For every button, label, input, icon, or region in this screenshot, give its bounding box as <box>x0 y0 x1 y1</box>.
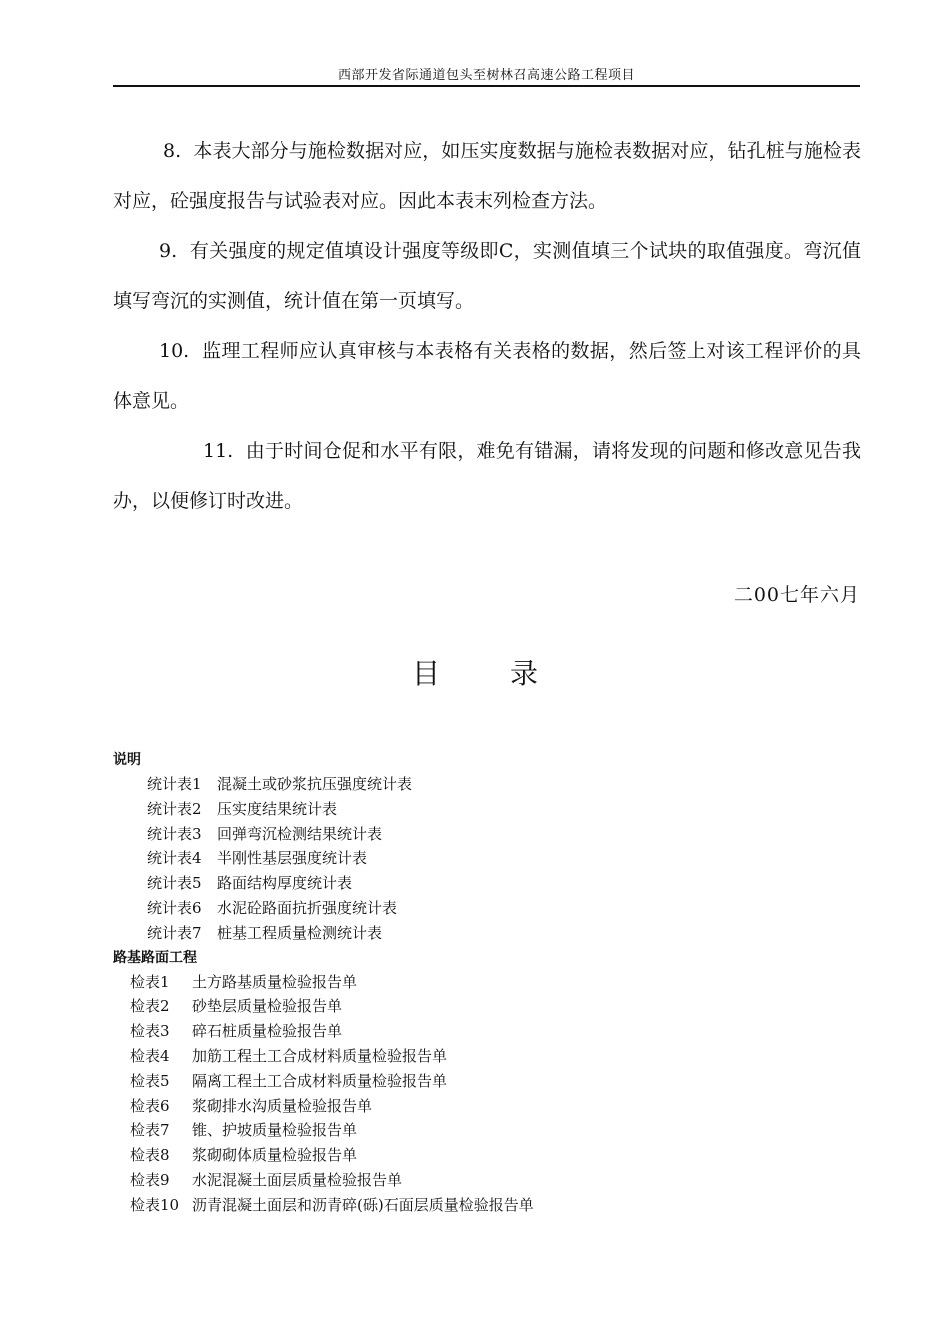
toc-entry-code: 统计表5 <box>147 874 202 893</box>
toc-entry-title: 水泥混凝土面层质量检验报告单 <box>192 1170 403 1189</box>
toc-entry-title: 回弹弯沉检测结果统计表 <box>217 824 383 843</box>
toc-entry-title: 砂垫层质量检验报告单 <box>192 997 343 1016</box>
toc-entry-code: 统计表4 <box>147 849 202 868</box>
toc-entry[interactable] <box>113 1193 873 1218</box>
toc-entry-title: 锥、护坡质量检验报告单 <box>192 1121 358 1140</box>
toc-title <box>0 652 950 692</box>
note-number: 11. <box>203 440 234 462</box>
toc-entry[interactable] <box>113 1094 873 1119</box>
toc-entry-title: 浆砌排水沟质量检验报告单 <box>192 1096 373 1115</box>
toc-section-heading: 路基路面工程 <box>113 949 197 966</box>
toc-entry-code: 检表7 <box>130 1121 170 1140</box>
table-of-contents <box>113 748 873 1218</box>
toc-title-char: 录 <box>510 657 539 690</box>
toc-entry-code: 统计表3 <box>147 824 202 843</box>
toc-entry-code: 检表8 <box>130 1146 170 1165</box>
toc-entry-title: 加筋工程土工合成材料质量检验报告单 <box>192 1046 448 1065</box>
toc-entry-title: 压实度结果统计表 <box>217 799 338 818</box>
note-number: 8. <box>163 140 182 162</box>
toc-entry-code: 检表2 <box>130 997 170 1016</box>
toc-entry-title: 浆砌砌体质量检验报告单 <box>192 1146 358 1165</box>
toc-entry[interactable] <box>113 822 873 847</box>
toc-entry[interactable] <box>113 1168 873 1193</box>
note-number: 9. <box>159 240 178 262</box>
toc-entry-code: 检表9 <box>130 1170 170 1189</box>
page-header: 西部开发省际通道包头至树林召高速公路工程项目 <box>337 68 635 83</box>
note-9 <box>113 226 861 326</box>
toc-entry-title: 土方路基质量检验报告单 <box>192 972 358 991</box>
toc-entry-title: 隔离工程土工合成材料质量检验报告单 <box>192 1071 448 1090</box>
toc-entry[interactable] <box>113 1044 873 1069</box>
toc-entry-code: 检表10 <box>130 1195 180 1214</box>
note-8 <box>113 126 861 226</box>
toc-entry-title: 半刚性基层强度统计表 <box>217 849 368 868</box>
toc-entry-title: 桩基工程质量检测统计表 <box>217 923 383 942</box>
toc-entry[interactable] <box>113 970 873 995</box>
toc-entry-code: 统计表6 <box>147 898 202 917</box>
toc-entry[interactable] <box>113 1019 873 1044</box>
toc-entry-code: 检表6 <box>130 1096 170 1115</box>
toc-entry-code: 统计表2 <box>147 799 202 818</box>
toc-entry[interactable] <box>113 846 873 871</box>
toc-entry-title: 混凝土或砂浆抗压强度统计表 <box>217 775 413 793</box>
note-text: 监理工程师应认真审核与本表格有关表格的数据，然后签上对该工程评价的具体意见。 <box>113 340 861 412</box>
header-rule <box>113 85 860 87</box>
toc-entry-title: 沥青混凝土面层和沥青碎(砾)石面层质量检验报告单 <box>192 1195 534 1214</box>
toc-entry-code: 统计表7 <box>147 923 202 942</box>
note-text: 有关强度的规定值填设计强度等级即C，实测值填三个试块的取值强度。弯沉值填写弯沉的实测值，统计值在第一页填写。 <box>113 240 861 312</box>
toc-entry[interactable] <box>113 772 873 797</box>
toc-entry-code: 检表4 <box>130 1046 170 1065</box>
note-text: 本表大部分与施检数据对应，如压实度数据与施检表数据对应，钻孔桩与施检表对应，砼强度报告与试验表对应。因此本表末列检查方法。 <box>113 140 861 212</box>
toc-entry-code: 检表5 <box>130 1071 170 1090</box>
note-text: 由于时间仓促和水平有限，难免有错漏，请将发现的问题和修改意见告我办，以便修订时改进。 <box>113 440 861 512</box>
toc-entry[interactable] <box>113 797 873 822</box>
toc-entry-code: 检表3 <box>130 1022 170 1041</box>
document-date: 二00七年六月 <box>733 584 860 606</box>
toc-entry[interactable] <box>113 871 873 896</box>
toc-entry[interactable] <box>113 1118 873 1143</box>
notes-body <box>113 126 861 526</box>
toc-entry-title: 碎石桩质量检验报告单 <box>192 1022 343 1041</box>
note-11 <box>113 426 861 526</box>
toc-entry-title: 路面结构厚度统计表 <box>217 874 353 893</box>
toc-entry[interactable] <box>113 896 873 921</box>
toc-entry[interactable] <box>113 921 873 946</box>
toc-entry-code: 检表1 <box>130 972 170 991</box>
toc-entry[interactable] <box>113 1069 873 1094</box>
toc-section-heading: 说明 <box>113 752 141 768</box>
toc-entry-title: 水泥砼路面抗折强度统计表 <box>217 898 398 917</box>
toc-entry[interactable] <box>113 1143 873 1168</box>
note-number: 10. <box>159 340 190 362</box>
toc-entry[interactable] <box>113 994 873 1019</box>
note-10 <box>113 326 861 426</box>
toc-entry-code: 统计表1 <box>147 775 202 793</box>
toc-title-char: 目 <box>411 657 440 690</box>
